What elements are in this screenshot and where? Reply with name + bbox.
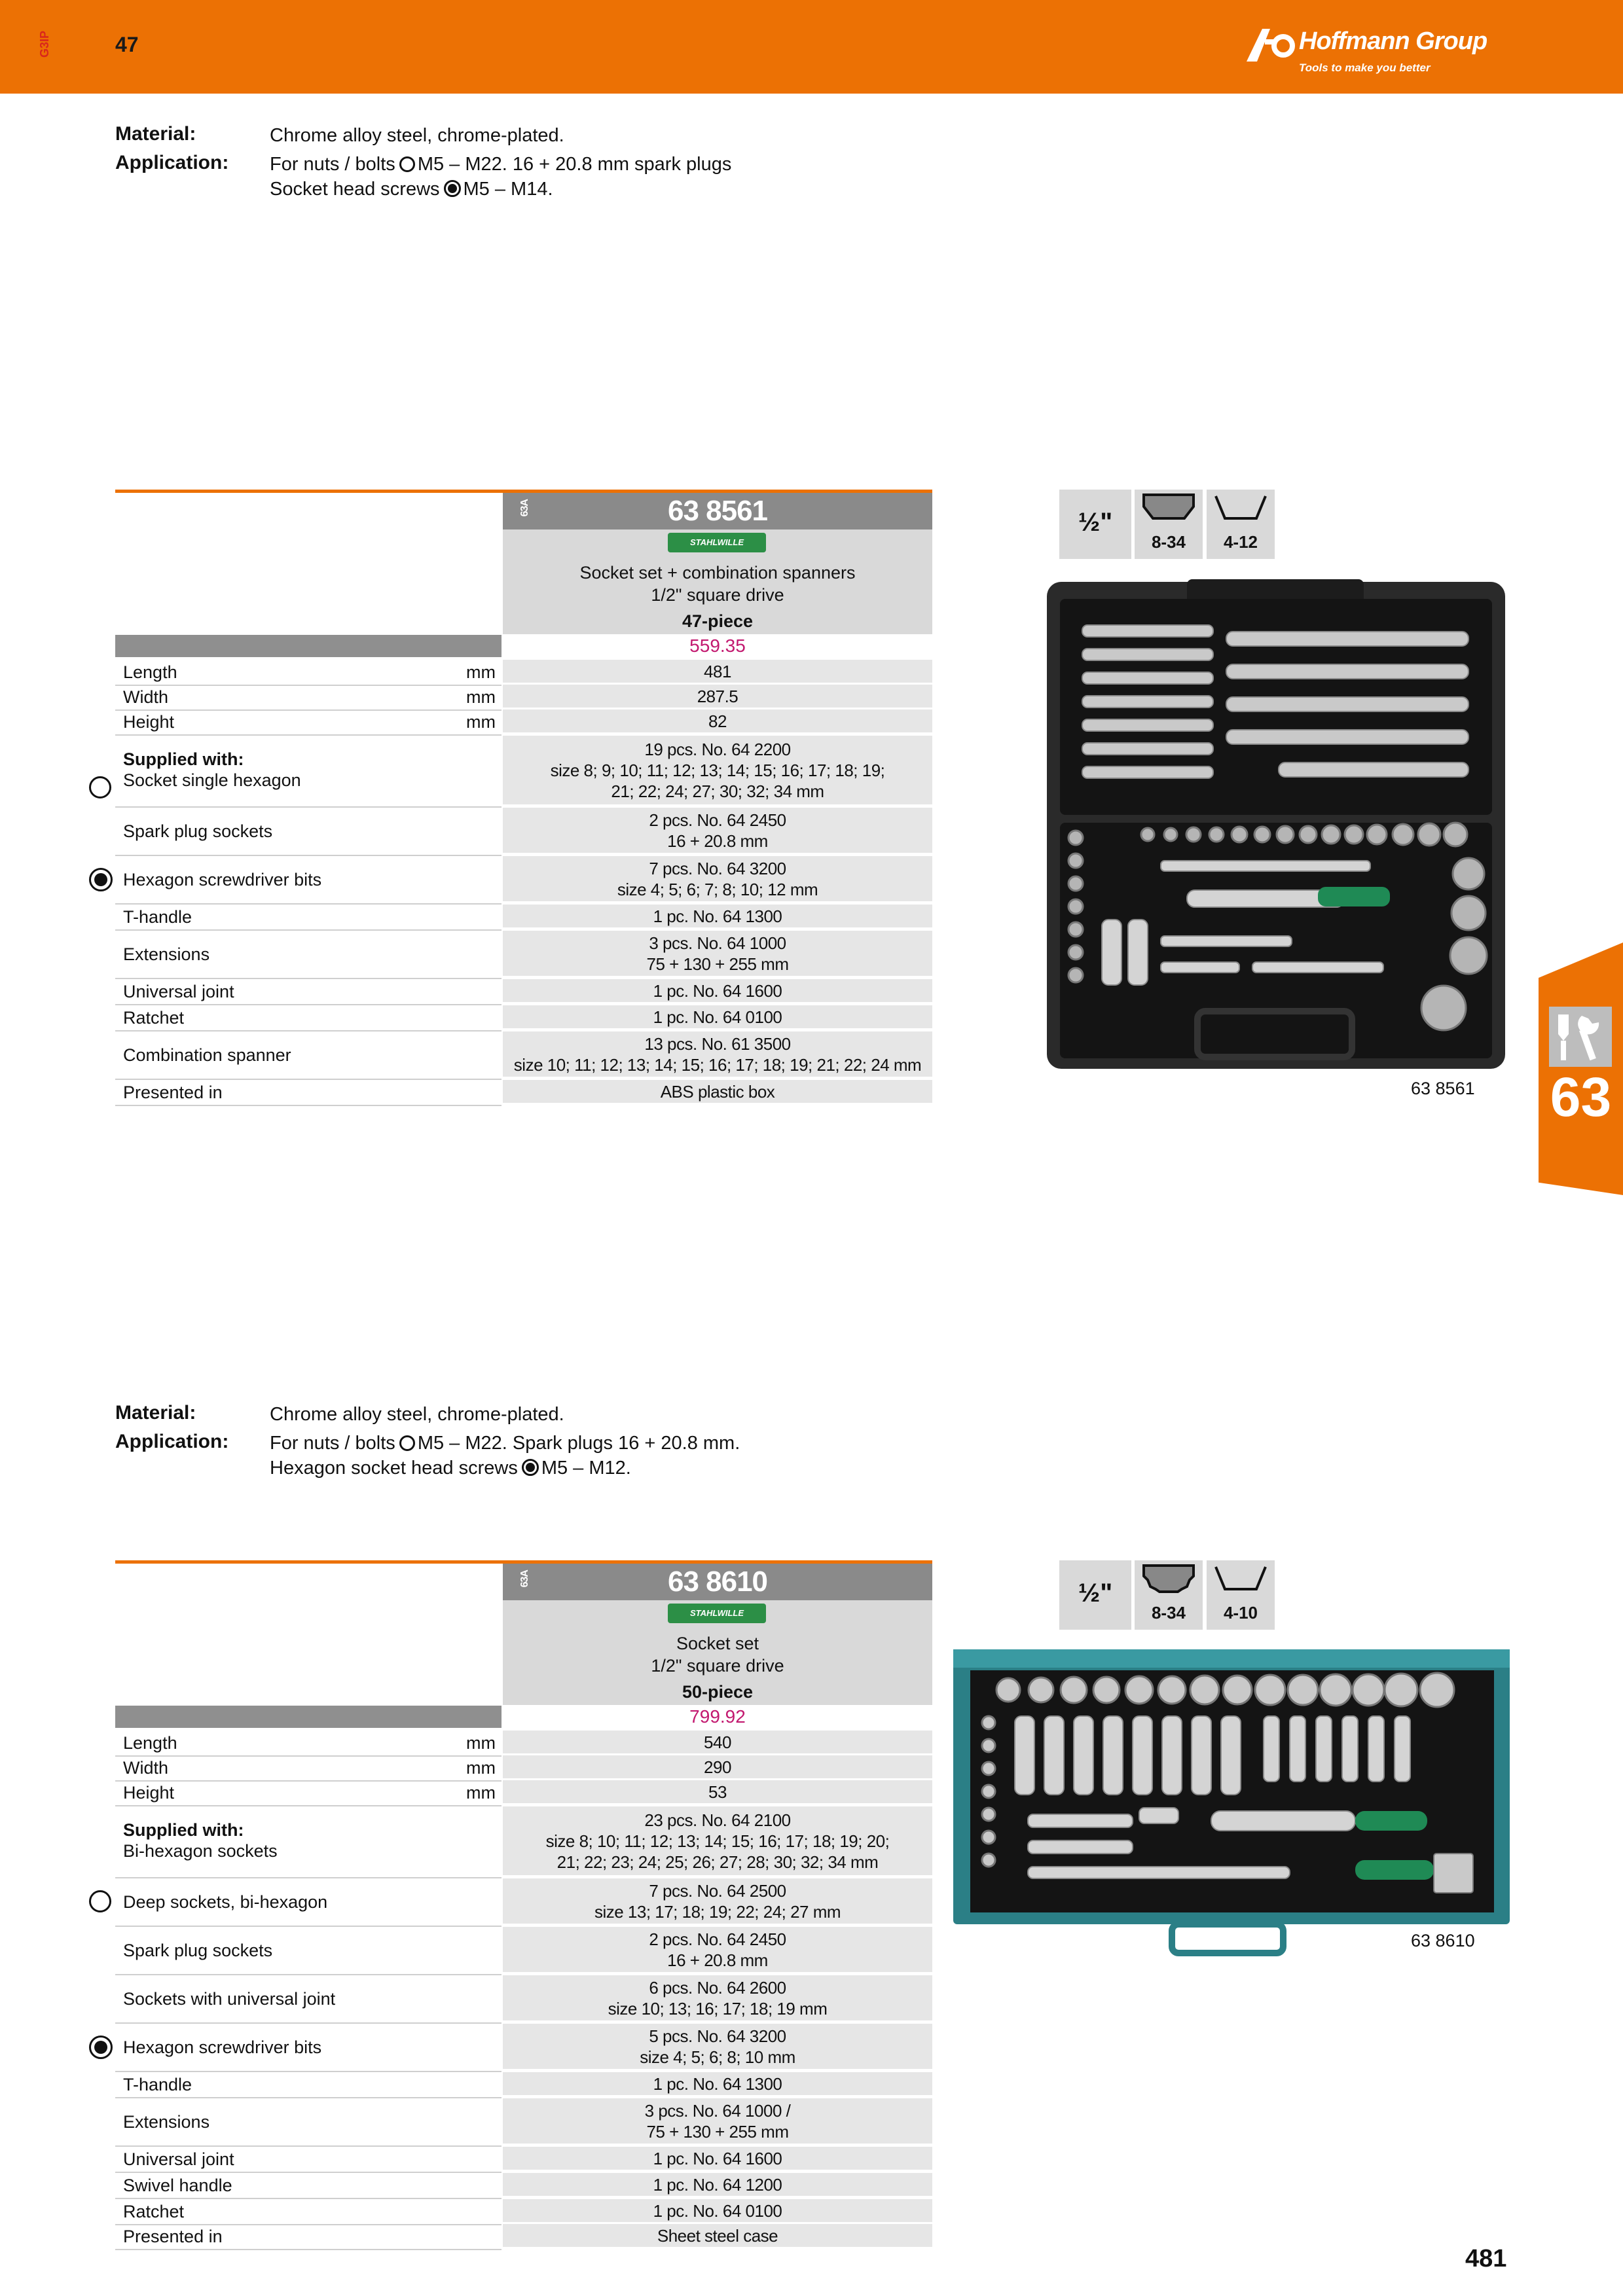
row-divider	[115, 2145, 501, 2147]
value-line: 290	[704, 1757, 731, 1777]
row-label: T-handle	[123, 2075, 192, 2094]
hex-nut-marker-icon	[89, 776, 111, 798]
value-line: 13 pcs. No. 61 3500	[644, 1033, 791, 1054]
row-value	[503, 2199, 932, 2222]
price: 559.35	[689, 636, 746, 656]
row-label: Height	[123, 1783, 175, 1803]
value-line: 2 pcs. No. 64 2450	[649, 810, 786, 830]
application-line-1	[270, 152, 731, 177]
application-text: Hexagon socket head screws	[270, 1458, 518, 1479]
row-unit: mm	[466, 1783, 496, 1803]
row-value	[503, 1806, 932, 1875]
row-value	[503, 2098, 932, 2144]
application-line-2	[270, 1456, 631, 1480]
value-line: 53	[708, 1782, 727, 1802]
material-value: Chrome alloy steel, chrome-plated.	[270, 1404, 564, 1425]
value-line: 1 pc. No. 64 1300	[653, 2073, 782, 2094]
product-title: Socket set	[676, 1634, 759, 1653]
row-label: Deep sockets, bi-hexagon	[123, 1892, 328, 1912]
value-line: Sheet steel case	[657, 2225, 778, 2246]
row-label: Universal joint	[123, 982, 234, 1001]
single-hex-profile-box	[1135, 490, 1203, 559]
application-range: M5 – M22. Spark plugs 16 + 20.8 mm.	[417, 1433, 740, 1454]
row-value	[503, 1927, 932, 1972]
value-line: size 10; 13; 16; 17; 18; 19 mm	[608, 1998, 828, 2018]
item-number: 63 8610	[667, 1566, 768, 1598]
row-label: Ratchet	[123, 2202, 185, 2221]
row-value	[503, 2024, 932, 2069]
chapter-number: 63	[1550, 1066, 1612, 1128]
row-sublabel: Bi-hexagon sockets	[123, 1841, 278, 1861]
value-line: size 8; 9; 10; 11; 12; 13; 14; 15; 16; 17; 18; 19;	[550, 760, 885, 780]
row-divider	[115, 1877, 501, 1878]
application-range: M5 – M12.	[541, 1458, 631, 1479]
logo-tagline: Tools to make you better	[1299, 62, 1431, 74]
value-line: 75 + 130 + 255 mm	[646, 954, 789, 974]
price: 799.92	[689, 1706, 746, 1727]
row-value	[503, 2072, 932, 2095]
value-line: 7 pcs. No. 64 3200	[649, 858, 786, 878]
row-value	[503, 856, 932, 901]
row-divider	[115, 2249, 501, 2250]
catalog-code: 63A	[519, 499, 530, 517]
row-label: Hexagon screwdriver bits	[123, 2037, 322, 2057]
material-label: Material:	[115, 123, 196, 145]
value-line: 2 pcs. No. 64 2450	[649, 1929, 786, 1949]
label-header-bar	[115, 635, 501, 657]
row-unit: mm	[466, 1733, 496, 1753]
product-pieces: 47-piece	[682, 611, 754, 631]
row-divider	[115, 1926, 501, 1927]
row-value	[503, 736, 932, 804]
row-unit: mm	[466, 1758, 496, 1778]
value-line: 7 pcs. No. 64 2500	[649, 1880, 786, 1901]
application-label: Application:	[115, 152, 229, 173]
row-label: Combination spanner	[123, 1045, 291, 1065]
value-line: 21; 22; 24; 27; 30; 32; 34 mm	[611, 781, 824, 801]
product-pieces: 50-piece	[682, 1682, 754, 1702]
application-line-2	[270, 177, 553, 202]
application-text: For nuts / bolts	[270, 1433, 395, 1454]
row-value	[503, 685, 932, 708]
brand-logo: STAHLWILLE	[668, 1604, 766, 1623]
section-number: 47	[115, 33, 139, 56]
value-line: 19 pcs. No. 64 2200	[644, 739, 791, 759]
image-caption: 63 8561	[1411, 1079, 1475, 1098]
value-line: 6 pcs. No. 64 2600	[649, 1977, 786, 1998]
row-label: Supplied with:	[123, 749, 244, 769]
value-line: 1 pc. No. 64 0100	[653, 1007, 782, 1027]
product-subtitle: 1/2" square drive	[651, 585, 784, 605]
row-sublabel: Socket single hexagon	[123, 770, 301, 790]
value-line: 82	[708, 711, 727, 731]
material-label: Material:	[115, 1402, 196, 1424]
wrench-socket-icon	[1549, 1007, 1612, 1067]
value-line: 3 pcs. No. 64 1000 /	[644, 2100, 791, 2121]
value-line: 16 + 20.8 mm	[667, 1950, 768, 1970]
value-line: 1 pc. No. 64 1300	[653, 906, 782, 926]
row-label: Length	[123, 1733, 177, 1753]
row-divider	[115, 806, 501, 808]
application-line-1	[270, 1431, 740, 1456]
chapter-tab[interactable]	[1539, 942, 1623, 1195]
item-number: 63 8561	[667, 495, 768, 527]
value-line: 3 pcs. No. 64 1000	[649, 933, 786, 953]
socket-head-marker-icon	[89, 2036, 113, 2059]
row-label: Ratchet	[123, 1008, 185, 1028]
row-divider	[115, 2198, 501, 2199]
page-number: 481	[1465, 2245, 1507, 2272]
value-line: size 4; 5; 6; 7; 8; 10; 12 mm	[617, 879, 818, 899]
row-label: Presented in	[123, 1083, 223, 1102]
hex-bit-profile-icon	[1212, 1562, 1269, 1598]
row-divider	[115, 1004, 501, 1005]
value-line: size 4; 5; 6; 8; 10 mm	[640, 2047, 795, 2067]
value-line: ABS plastic box	[660, 1081, 775, 1102]
row-divider	[115, 2097, 501, 2098]
socket-head-icon	[444, 180, 461, 197]
catalog-code: 63A	[519, 1570, 530, 1588]
row-divider	[115, 1780, 501, 1782]
row-divider	[115, 2172, 501, 2173]
value-line: 481	[704, 661, 731, 681]
row-label: Universal joint	[123, 2149, 234, 2169]
row-value	[503, 1878, 932, 1924]
row-divider	[115, 2022, 501, 2024]
value-line: 287.5	[697, 686, 739, 706]
item-number-bar	[503, 493, 932, 529]
row-unit: mm	[466, 712, 496, 732]
row-value	[503, 1780, 932, 1803]
value-line: 75 + 130 + 255 mm	[646, 2121, 789, 2142]
bit-profile-box	[1207, 1560, 1275, 1630]
row-label: Hexagon screwdriver bits	[123, 870, 322, 889]
value-line: 1 pc. No. 64 1200	[653, 2174, 782, 2195]
socket-head-marker-icon	[89, 868, 113, 891]
material-value: Chrome alloy steel, chrome-plated.	[270, 125, 564, 146]
row-label: Height	[123, 712, 175, 732]
row-label: Width	[123, 1758, 169, 1778]
row-divider	[115, 1079, 501, 1080]
row-divider	[115, 903, 501, 905]
row-label: Spark plug sockets	[123, 1941, 273, 1960]
row-value	[503, 660, 932, 683]
side-tag: G3IP	[38, 30, 51, 58]
value-line: 1 pc. No. 64 0100	[653, 2200, 782, 2221]
row-label: Width	[123, 687, 169, 707]
bit-range: 4-12	[1223, 532, 1258, 552]
value-line: 16 + 20.8 mm	[667, 831, 768, 851]
hex-nut-marker-icon	[89, 1890, 111, 1912]
row-value	[503, 1731, 932, 1753]
row-unit: mm	[466, 687, 496, 707]
value-line: size 10; 11; 12; 13; 14; 15; 16; 17; 18; 19; 21; 22; 24 mm	[513, 1054, 922, 1075]
row-value	[503, 2173, 932, 2196]
row-value	[503, 808, 932, 853]
row-value	[503, 979, 932, 1002]
socket-head-icon	[522, 1459, 539, 1476]
image-caption: 63 8610	[1411, 1931, 1475, 1950]
row-label: Extensions	[123, 944, 210, 964]
bi-hex-socket-icon	[1140, 1562, 1197, 1598]
value-line: 21; 22; 23; 24; 25; 26; 27; 28; 30; 32; 34 mm	[556, 1852, 879, 1872]
size-range: 8-34	[1151, 532, 1186, 552]
single-hex-socket-icon	[1140, 491, 1197, 528]
application-range: M5 – M22. 16 + 20.8 mm spark plugs	[417, 154, 732, 175]
row-label: Extensions	[123, 2112, 210, 2132]
row-value	[503, 2224, 932, 2247]
row-label: Presented in	[123, 2227, 223, 2246]
row-label: Length	[123, 662, 177, 682]
product-image-case	[949, 1644, 1514, 1957]
row-divider	[115, 2224, 501, 2225]
row-divider	[115, 2071, 501, 2072]
hex-bit-profile-icon	[1212, 491, 1269, 528]
row-divider	[115, 978, 501, 979]
row-label: Sockets with universal joint	[123, 1989, 336, 2009]
value-line: 540	[704, 1732, 731, 1752]
row-label: Spark plug sockets	[123, 821, 273, 841]
application-range: M5 – M14.	[463, 179, 553, 200]
value-line: 23 pcs. No. 64 2100	[644, 1810, 791, 1830]
row-value	[503, 1031, 932, 1077]
hoffmann-logo	[1245, 20, 1520, 79]
row-divider	[115, 855, 501, 856]
bi-hex-profile-box	[1135, 1560, 1203, 1630]
row-label: Swivel handle	[123, 2176, 232, 2195]
row-label: T-handle	[123, 907, 192, 927]
row-value	[503, 1080, 932, 1103]
row-value	[503, 905, 932, 927]
value-line: 1 pc. No. 64 1600	[653, 2148, 782, 2168]
row-value	[503, 1005, 932, 1028]
row-value	[503, 1755, 932, 1778]
row-value	[503, 1975, 932, 2020]
label-header-bar	[115, 1706, 501, 1728]
product-image-case	[1043, 579, 1509, 1071]
product-subtitle: 1/2" square drive	[651, 1656, 784, 1676]
bit-profile-box	[1207, 490, 1275, 559]
product-title: Socket set + combination spanners	[579, 563, 856, 583]
size-range: 8-34	[1151, 1603, 1186, 1623]
application-label: Application:	[115, 1431, 229, 1452]
value-line: 1 pc. No. 64 1600	[653, 980, 782, 1001]
row-divider	[115, 1974, 501, 1975]
row-value	[503, 931, 932, 976]
drive-size: ½"	[1059, 1560, 1131, 1630]
row-divider	[115, 929, 501, 931]
application-text: For nuts / bolts	[270, 154, 395, 175]
row-value	[503, 2147, 932, 2170]
row-divider	[115, 1805, 501, 1806]
row-unit: mm	[466, 662, 496, 682]
item-number-bar	[503, 1564, 932, 1600]
row-divider	[115, 734, 501, 736]
logo-name: Hoffmann Group	[1299, 27, 1487, 55]
drive-size: ½"	[1059, 490, 1131, 559]
row-divider	[115, 685, 501, 686]
row-label: Supplied with:	[123, 1820, 244, 1840]
value-line: size 8; 10; 11; 12; 13; 14; 15; 16; 17; 18; 19; 20;	[545, 1831, 890, 1851]
application-text: Socket head screws	[270, 179, 440, 200]
value-line: 5 pcs. No. 64 3200	[649, 2026, 786, 2046]
bit-range: 4-10	[1223, 1603, 1258, 1623]
row-value	[503, 709, 932, 732]
row-divider	[115, 1105, 501, 1106]
logo-mark-icon	[1245, 25, 1298, 64]
hex-nut-icon	[399, 156, 415, 172]
row-divider	[115, 1030, 501, 1031]
row-divider	[115, 709, 501, 711]
hex-nut-icon	[399, 1435, 415, 1451]
brand-logo: STAHLWILLE	[668, 533, 766, 552]
row-divider	[115, 1755, 501, 1757]
value-line: size 13; 17; 18; 19; 22; 24; 27 mm	[594, 1901, 841, 1922]
